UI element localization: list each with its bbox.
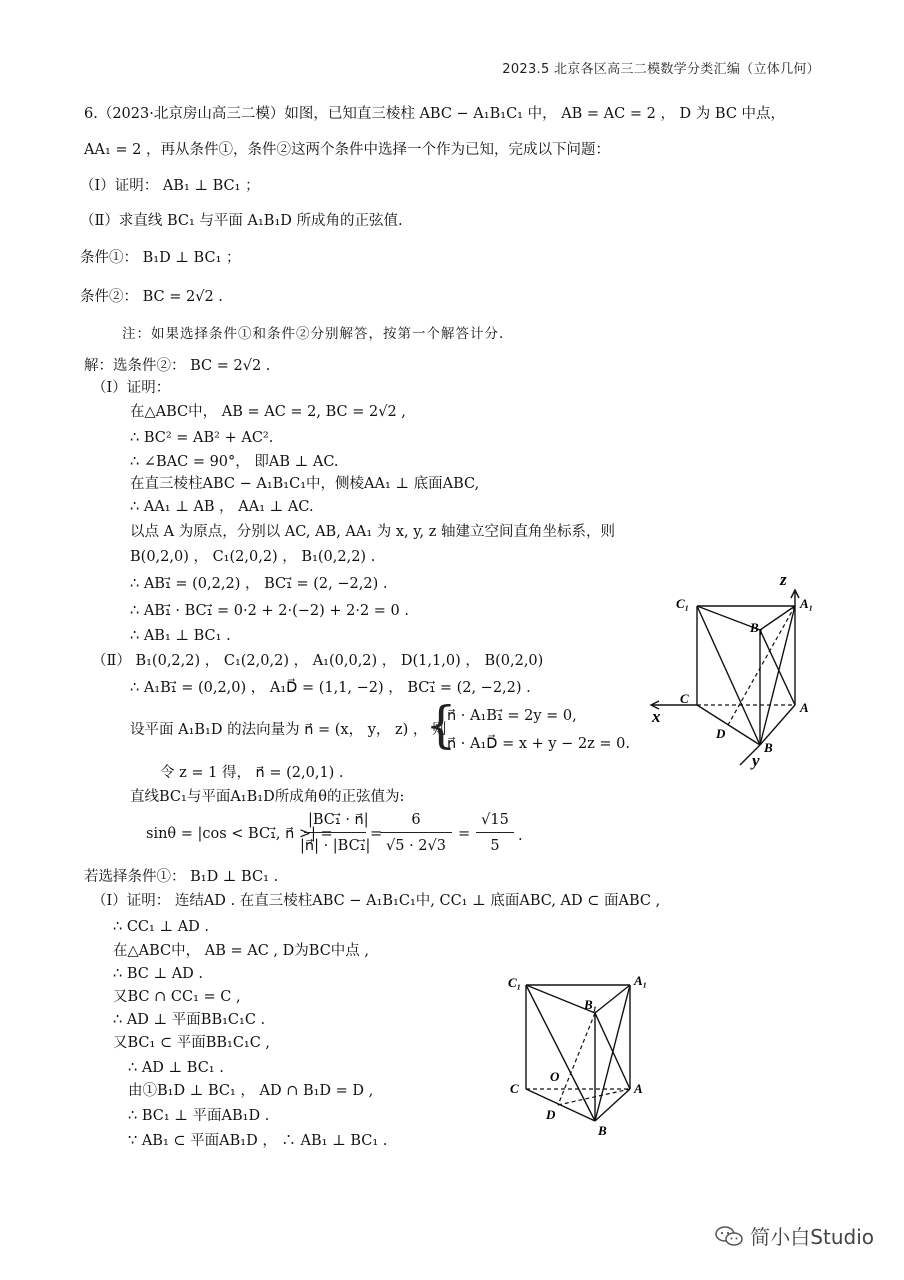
axis-label-y: y [752, 751, 760, 770]
solution-line: 在△ABC中， AB = AC , D为BC中点 , [113, 943, 370, 959]
vertex-label-c: C [510, 1081, 519, 1096]
solution-line: 在△ABC中， AB = AC = 2, BC = 2√2 , [130, 404, 406, 420]
solution-line: ∴ CC₁ ⊥ AD . [113, 919, 210, 935]
solution-line: 直线BC₁与平面A₁B₁D所成角θ的正弦值为: [130, 789, 405, 805]
solution-line: 设平面 A₁B₁D 的法向量为 n⃗ = (x， y， z) ， 则 [130, 722, 447, 738]
axis-label-x: x [652, 707, 661, 726]
problem-part-1: （Ⅰ）证明： AB₁ ⊥ BC₁ ； [80, 178, 260, 194]
solution-line: 又BC ∩ CC₁ = C , [113, 989, 241, 1005]
solution-line: ∴ AB₁ ⊥ BC₁ . [130, 628, 231, 644]
solution-line: ∴ ∠BAC = 90°， 即AB ⊥ AC. [130, 454, 339, 470]
solution-choose-cond-1: 若选择条件①： B₁D ⊥ BC₁ . [84, 869, 279, 885]
solution-line: （Ⅰ）证明： 连结AD . 在直三棱柱ABC − A₁B₁C₁中, CC₁ ⊥ 底面ABC, AD ⊂ 面ABC , [92, 893, 661, 909]
condition-1: 条件①： B₁D ⊥ BC₁ ； [80, 250, 241, 266]
wechat-icon [714, 1224, 744, 1248]
solution-line: ∵ AB₁ ⊂ 平面AB₁D ， ∴ AB₁ ⊥ BC₁ . [128, 1133, 388, 1149]
problem-part-2: （Ⅱ）求直线 BC₁ 与平面 A₁B₁D 所成角的正弦值. [80, 213, 403, 229]
solution-line: 以点 A 为原点，分别以 AC, AB, AA₁ 为 x, y, z 轴建立空间直角坐标系，则 [130, 524, 616, 540]
vertex-label-b: B [764, 740, 773, 755]
vertex-label-c1: C₁ [508, 975, 522, 990]
vertex-label-c1: C₁ [676, 596, 690, 611]
fraction-1-numerator: |BC₁⃗ · n⃗| [308, 812, 369, 828]
solution-line: B(0,2,0) ， C₁(2,0,2) ， B₁(0,2,2) . [130, 549, 376, 565]
vertex-label-b1: B₁ [584, 997, 598, 1012]
solution-line: ∴ AA₁ ⊥ AB ， AA₁ ⊥ AC. [130, 499, 314, 515]
equation-system-line-2: n⃗ · A₁D⃗ = x + y − 2z = 0. [447, 736, 631, 752]
solution-line: ∴ BC ⊥ AD . [113, 966, 204, 982]
vertex-label-d: D [716, 726, 726, 741]
prism-figure-condition-1 [500, 965, 660, 1145]
vertex-label-a1: A₁ [634, 973, 648, 988]
solution-line: ∴ AB₁⃗ = (0,2,2) ， BC₁⃗ = (2, −2,2) . [130, 576, 388, 592]
watermark [714, 1221, 874, 1250]
vertex-label-c: C [680, 691, 689, 706]
fraction-1-denominator: |n⃗| · |BC₁⃗| [300, 838, 371, 854]
fraction-2-numerator: 6 [411, 812, 421, 828]
condition-2: 条件②： BC = 2√2 . [80, 289, 223, 305]
fraction-2-denominator: √5 · 2√3 [386, 838, 446, 854]
point-label-o: O [550, 1069, 560, 1084]
vertex-label-a: A [800, 700, 809, 715]
vertex-label-a1: A₁ [800, 596, 814, 611]
equals-sign: = [458, 826, 471, 842]
solution-line: ∴ AD ⊥ BC₁ . [128, 1060, 224, 1076]
solution-line: ∴ AB₁⃗ · BC₁⃗ = 0·2 + 2·(−2) + 2·2 = 0 . [130, 603, 409, 619]
problem-stem-line-1: 6.（2023·北京房山高三二模）如图，已知直三棱柱 ABC − A₁B₁C₁ 中， AB = AC = 2 ， D 为 BC 中点， [84, 106, 786, 122]
watermark-text: 简小白Studio [750, 1225, 874, 1249]
solution-line: 由①B₁D ⊥ BC₁ ， AD ∩ B₁D = D , [128, 1083, 374, 1099]
prism-figure-with-axes [640, 570, 840, 770]
fraction-3-denominator: 5 [490, 838, 500, 854]
solution-line: 令 z = 1 得， n⃗ = (2,0,1) . [160, 765, 344, 781]
solution-line: ∴ A₁B₁⃗ = (0,2,0) ， A₁D⃗ = (1,1, −2) ， BC₁⃗ = (2, −2,2) . [130, 680, 531, 696]
equals-sign: = [370, 826, 383, 842]
page-header: 2023.5 北京各区高三二模数学分类汇编（立体几何） [502, 62, 820, 77]
fraction-3-numerator: √15 [481, 812, 509, 828]
fraction-2-bar [380, 832, 452, 833]
vertex-label-d: D [546, 1107, 556, 1122]
fraction-1-bar [304, 832, 366, 833]
solution-line: 又BC₁ ⊂ 平面BB₁C₁C , [113, 1035, 271, 1051]
fraction-3-bar [476, 832, 514, 833]
problem-stem-line-2: AA₁ = 2 ，再从条件①，条件②这两个条件中选择一个作为已知，完成以下问题： [84, 142, 610, 158]
sin-theta-lhs: sinθ = |cos < BC₁⃗, n⃗ >| = [146, 826, 333, 842]
solution-part-1-heading: （Ⅰ）证明： [92, 380, 171, 396]
solution-choose-cond-2: 解：选条件②： BC = 2√2 . [84, 358, 271, 374]
solution-line: ∴ AD ⊥ 平面BB₁C₁C . [113, 1012, 266, 1028]
solution-line: 在直三棱柱ABC − A₁B₁C₁中，侧棱AA₁ ⊥ 底面ABC, [130, 476, 480, 492]
vertex-label-a: A [634, 1081, 643, 1096]
formula-period: . [518, 828, 523, 844]
equation-system-brace: { [425, 696, 457, 754]
solution-line: ∴ BC₁ ⊥ 平面AB₁D . [128, 1108, 270, 1124]
solution-line: ∴ BC² = AB² + AC². [130, 430, 274, 446]
axis-label-z: z [780, 570, 787, 589]
scoring-note: 注：如果选择条件①和条件②分别解答，按第一个解答计分. [122, 326, 505, 342]
vertex-label-b1: B₁ [750, 620, 764, 635]
equation-system-line-1: n⃗ · A₁B₁⃗ = 2y = 0, [447, 708, 577, 724]
vertex-label-b: B [598, 1123, 607, 1138]
solution-part-2-points: （Ⅱ） B₁(0,2,2) ， C₁(2,0,2) ， A₁(0,0,2) ， D(1,1,0) ， B(0,2,0) [92, 653, 544, 669]
